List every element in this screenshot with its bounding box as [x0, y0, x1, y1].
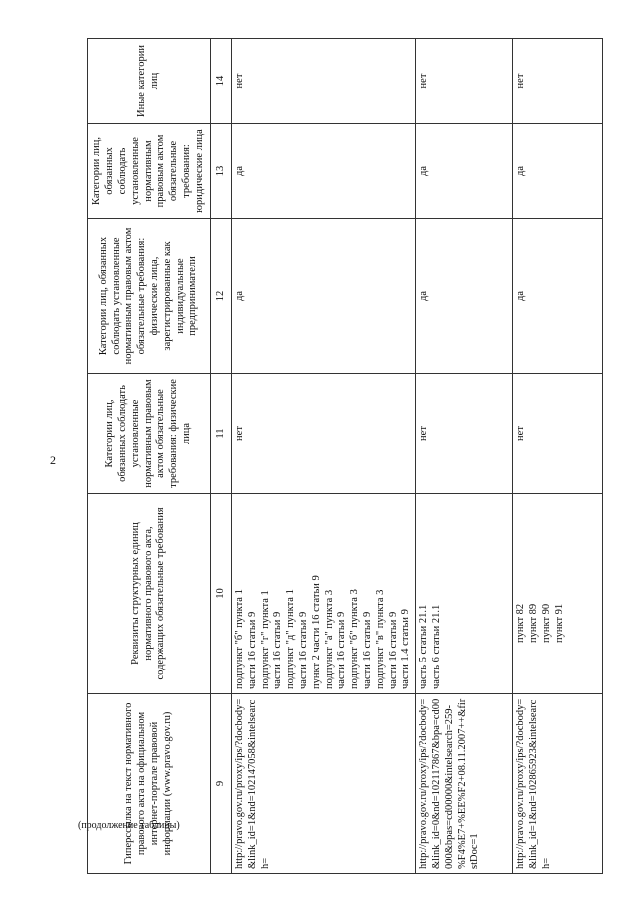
header-individuals: Категории лиц, обязанных соблюдать установленные нормативным правовым актом обязательные требования: физические лица: [88, 374, 211, 494]
requisite-line: пункт 91: [553, 603, 565, 643]
requisite-line: пункт 90: [540, 603, 552, 643]
header-row: [88, 39, 211, 874]
column-number: 12: [211, 219, 232, 374]
requisite-line: часть 6 статьи 21.1: [430, 604, 442, 689]
header-link: Гиперссылка на текст нормативного правового акта на официальном интернет-портале правовой информации (www.pravo.gov.ru): [88, 694, 211, 874]
continuation-note: (продолжение таблицы): [78, 820, 180, 831]
table-row: [416, 39, 513, 874]
column-number-row: [211, 39, 232, 874]
pravo-link[interactable]: http://pravo.gov.ru/proxy/ips/?docbody=&link_id=1&nd=102865923&intelsearch=: [513, 694, 603, 874]
column-number: 14: [211, 39, 232, 124]
requisite-line: подпункт "а" пункта 3: [323, 589, 335, 689]
requisite-line: пункт 2 части 16 статьи 9: [310, 575, 322, 689]
requisite-line: части 16 статьи 9: [336, 611, 348, 689]
table-row: [513, 39, 603, 874]
other-value: нет: [232, 39, 416, 124]
individuals-value: нет: [416, 374, 513, 494]
requisite-line: часть 5 статьи 21.1: [418, 604, 430, 689]
requisite-line: части 16 статьи 9: [297, 611, 309, 689]
requisites-cell: [416, 494, 513, 694]
requisites-cell: [513, 494, 603, 694]
column-number: 13: [211, 124, 232, 219]
table-row: [232, 39, 416, 874]
column-number: 9: [211, 694, 232, 874]
entrepreneurs-value: да: [513, 219, 603, 374]
requisite-line: части 16 статьи 9: [361, 611, 373, 689]
requisite-line: подпункт "д" пункта 1: [285, 589, 297, 689]
header-legal-entities: Категории лиц, обязанных соблюдать установленные нормативным правовым актом обязательные требования: юридические лица: [88, 124, 211, 219]
requisites-cell: [232, 494, 416, 694]
requisite-line: пункт 82: [515, 603, 527, 643]
individuals-value: нет: [513, 374, 603, 494]
header-entrepreneurs: Категории лиц, обязанных соблюдать установленные нормативным правовым актом обязательные требования: физические лица, зарегистрированные как индивидуальные предприниматели: [88, 219, 211, 374]
requisite-line: части 16 статьи 9: [387, 611, 399, 689]
header-requisites: Реквизиты структурных единиц нормативного правового акта, содержащих обязательные требования: [88, 494, 211, 694]
legal-entities-value: да: [232, 124, 416, 219]
requisite-line: пункт 89: [527, 603, 539, 643]
other-value: нет: [513, 39, 603, 124]
requirements-table-wrapper: [87, 39, 612, 874]
entrepreneurs-value: да: [416, 219, 513, 374]
requisite-line: подпункт "б" пункта 3: [349, 589, 361, 689]
other-value: нет: [416, 39, 513, 124]
requisite-line: подпункт "г" пункта 1: [259, 590, 271, 689]
legal-entities-value: да: [416, 124, 513, 219]
column-number: 10: [211, 494, 232, 694]
legal-entities-value: да: [513, 124, 603, 219]
header-other: Иные категории лиц: [88, 39, 211, 124]
column-number: 11: [211, 374, 232, 494]
entrepreneurs-value: да: [232, 219, 416, 374]
requisite-line: части 1.4 статьи 9: [400, 609, 412, 689]
requisite-line: подпункт "в" пункта 3: [374, 589, 386, 689]
individuals-value: нет: [232, 374, 416, 494]
pravo-link[interactable]: http://pravo.gov.ru/proxy/ips/?docbody=&link_id=0&nd=102117867&bpa=cd00000&bpas=cd00000&intelsearch=259-%F4%E7+%EE%F2+08.11.2007++&firstDoc=1: [416, 694, 513, 874]
page-number: 2: [50, 453, 56, 467]
requisite-line: части 16 статьи 9: [272, 611, 284, 689]
requisite-line: подпункт "б" пункта 1: [234, 589, 245, 689]
pravo-link[interactable]: http://pravo.gov.ru/proxy/ips/?docbody=&link_id=1&nd=102147058&intelsearch=: [232, 694, 416, 874]
requisite-line: части 16 статьи 9: [246, 611, 258, 689]
requirements-table: [87, 38, 603, 874]
